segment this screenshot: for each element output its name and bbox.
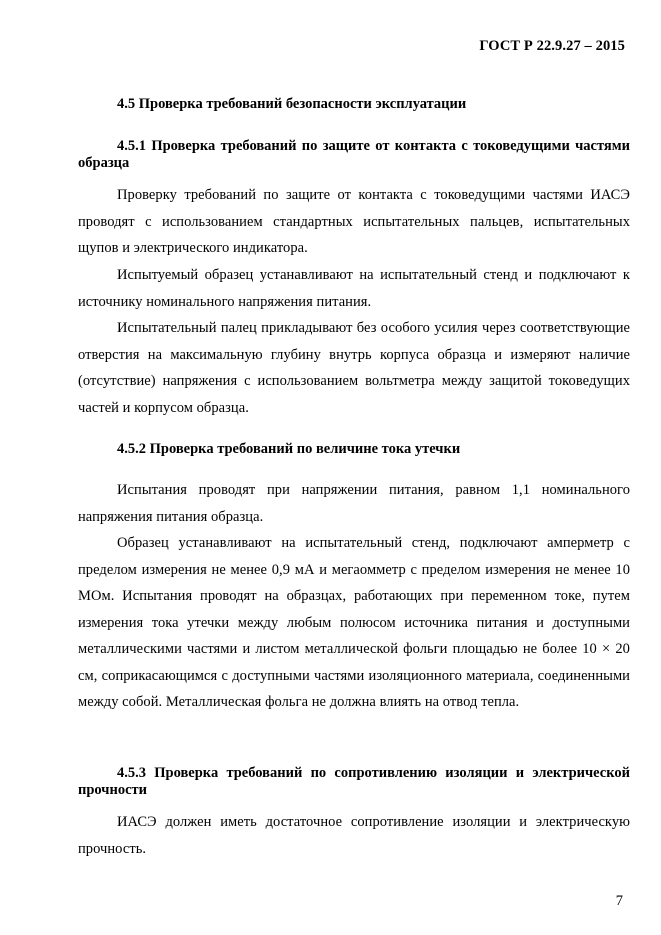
section-4-5-1-paragraph-2: Испытуемый образец устанавливают на испытательный стенд и подключают к источнику номинального напряжения питания. <box>78 267 630 310</box>
document-code: ГОСТ Р 22.9.27 – 2015 <box>479 38 625 54</box>
section-4-5-1-title: 4.5.1 Проверка требований по защите от контакта с токоведущими частями образца <box>78 138 630 171</box>
section-4-5-2-title: 4.5.2 Проверка требований по величине тока утечки <box>117 441 461 457</box>
section-4-5-3-paragraph-1: ИАСЭ должен иметь достаточное сопротивление изоляции и электрическую прочность. <box>78 814 630 857</box>
page-number: 7 <box>615 893 623 909</box>
section-4-5-1-paragraph-1: Проверку требований по защите от контакта с токоведущими частями ИАСЭ проводят с использованием стандартных испытательных пальцев, испытательных щупов и электрического индикатора. <box>78 187 630 256</box>
section-4-5-1-paragraph-3: Испытательный палец прикладывают без особого усилия через соответствующие отверстия на максимальную глубину внутрь корпуса образца и измеряют наличие (отсутствие) напряжения с использованием вольтметра между защитой токоведущих частей и корпусом образца. <box>78 320 630 416</box>
section-4-5-title: 4.5 Проверка требований безопасности эксплуатации <box>117 96 467 112</box>
section-4-5-3-title: 4.5.3 Проверка требований по сопротивлению изоляции и электрической прочности <box>78 765 630 798</box>
section-4-5-2-paragraph-1: Испытания проводят при напряжении питания, равном 1,1 номинального напряжения питания образца. <box>78 482 630 525</box>
section-4-5-2-paragraph-2: Образец устанавливают на испытательный стенд, подключают амперметр с пределом измерения не менее 0,9 мА и мегаомметр с пределом измерения не менее 10 МОм. Испытания проводят на образцах, работающих при переменном токе, путем измерения тока утечки между любым полюсом источника питания и доступными металлическими частями и листом металлической фольги площадью не более 10 × 20 см, соприкасающимся с доступными частями изоляционного материала, соединенными между собой. Металлическая фольга не должна влиять на отвод тепла. <box>78 535 630 710</box>
